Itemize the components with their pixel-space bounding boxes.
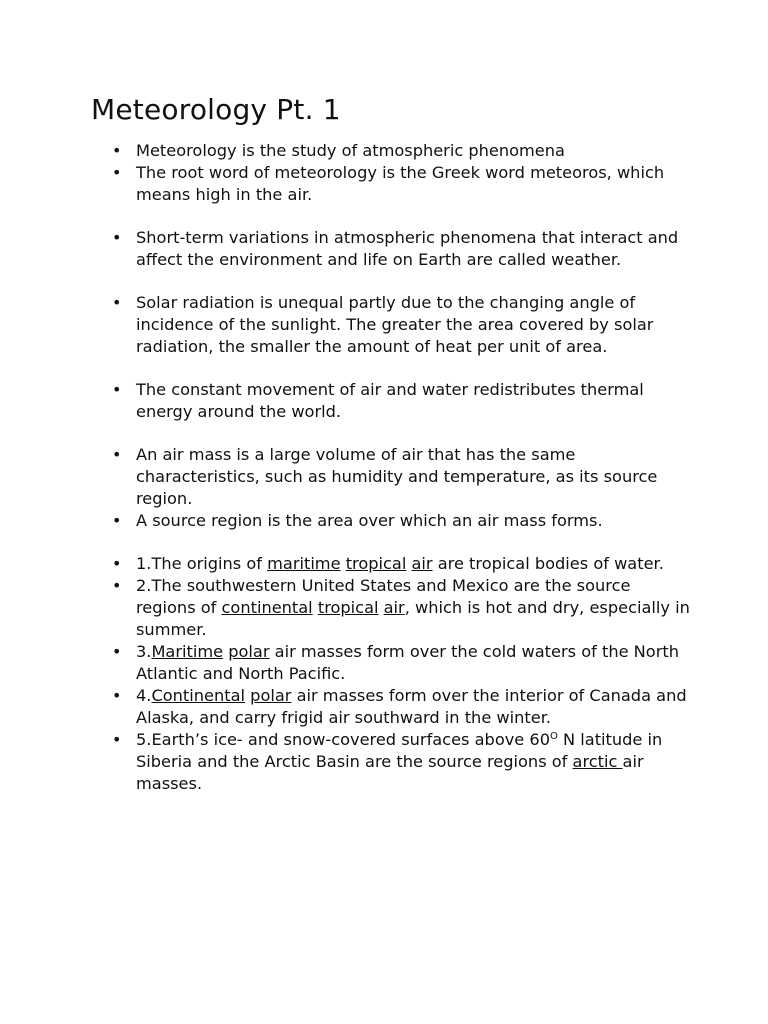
- list-item-text-prefix: 2.The southwestern United States and Mexico are the source regions of: [136, 576, 631, 617]
- list-item: [112, 641, 692, 685]
- list-item-text: The constant movement of air and water redistributes thermal energy around the world.: [136, 380, 644, 421]
- underlined-term: polar: [228, 642, 270, 661]
- list-item-text-suffix: are tropical bodies of water.: [432, 554, 664, 573]
- bullet-group-air-mass-types: [112, 553, 692, 795]
- bullet-group-air-mass: [112, 444, 692, 532]
- list-item-text: Solar radiation is unequal partly due to the changing angle of incidence of the sunlight. The greater the area covered by solar radiation, the smaller the amount of heat per unit of area.: [136, 293, 654, 356]
- bullet-group-thermal-energy: [112, 379, 692, 423]
- list-item: [112, 379, 692, 423]
- list-item-text-suffix: air masses form over the cold waters of the North Atlantic and North Pacific.: [136, 642, 679, 683]
- list-item-text-suffix: , which is hot and dry, especially in summer.: [136, 598, 690, 639]
- list-item: [112, 162, 692, 206]
- list-item-text-prefix: 5.Earth’s ice- and snow-covered surfaces above 60: [136, 730, 551, 749]
- underlined-term: Maritime: [151, 642, 224, 661]
- bullet-group-definition: [112, 140, 692, 206]
- notes-content: [112, 140, 692, 816]
- list-item-text: A source region is the area over which an air mass forms.: [136, 511, 603, 530]
- underlined-term: continental: [221, 598, 313, 617]
- bullet-icon: •: [112, 686, 122, 705]
- list-item-text-suffix: air masses form over the interior of Canada and Alaska, and carry frigid air southward in the winter.: [136, 686, 687, 727]
- list-item-text-prefix: 4.: [136, 686, 152, 705]
- bullet-icon: •: [112, 554, 122, 573]
- underlined-term: tropical: [345, 554, 407, 573]
- list-item: [112, 140, 692, 162]
- list-item: [112, 292, 692, 358]
- list-item-text: The root word of meteorology is the Greek word meteoros, which means high in the air.: [136, 163, 665, 204]
- list-item: [112, 227, 692, 271]
- bullet-icon: •: [112, 642, 122, 661]
- bullet-icon: •: [112, 445, 122, 464]
- underlined-term: Continental: [151, 686, 246, 705]
- bullet-icon: •: [112, 163, 122, 182]
- bullet-icon: •: [112, 730, 122, 749]
- degree-superscript: O: [550, 731, 558, 742]
- underlined-term: tropical: [317, 598, 379, 617]
- list-item: [112, 729, 692, 795]
- bullet-icon: •: [112, 380, 122, 399]
- underlined-term: air: [383, 598, 405, 617]
- list-item-text: Meteorology is the study of atmospheric phenomena: [136, 141, 565, 160]
- underlined-term: maritime: [267, 554, 341, 573]
- bullet-icon: •: [112, 511, 122, 530]
- bullet-group-solar-radiation: [112, 292, 692, 358]
- underlined-term: air: [411, 554, 433, 573]
- list-item: [112, 444, 692, 510]
- list-item-text: Short-term variations in atmospheric phenomena that interact and affect the environment and life on Earth are called weather.: [136, 228, 679, 269]
- list-item: [112, 553, 692, 575]
- list-item-text-prefix: 3.: [136, 642, 152, 661]
- underlined-term: polar: [250, 686, 292, 705]
- list-item: [112, 510, 692, 532]
- list-item-text-mid: N latitude in Siberia and the Arctic Basin are the source regions of: [136, 730, 663, 771]
- page-title: Meteorology Pt. 1: [91, 93, 341, 126]
- list-item: [112, 685, 692, 729]
- bullet-group-weather: [112, 227, 692, 271]
- bullet-icon: •: [112, 141, 122, 160]
- bullet-icon: •: [112, 293, 122, 312]
- bullet-icon: •: [112, 576, 122, 595]
- list-item-text-suffix: air masses.: [136, 752, 644, 793]
- underlined-term: arctic: [572, 752, 623, 771]
- list-item-text: An air mass is a large volume of air that has the same characteristics, such as humidity and temperature, as its source region.: [136, 445, 658, 508]
- bullet-icon: •: [112, 228, 122, 247]
- list-item-text-prefix: 1.The origins of: [136, 554, 268, 573]
- list-item: [112, 575, 692, 641]
